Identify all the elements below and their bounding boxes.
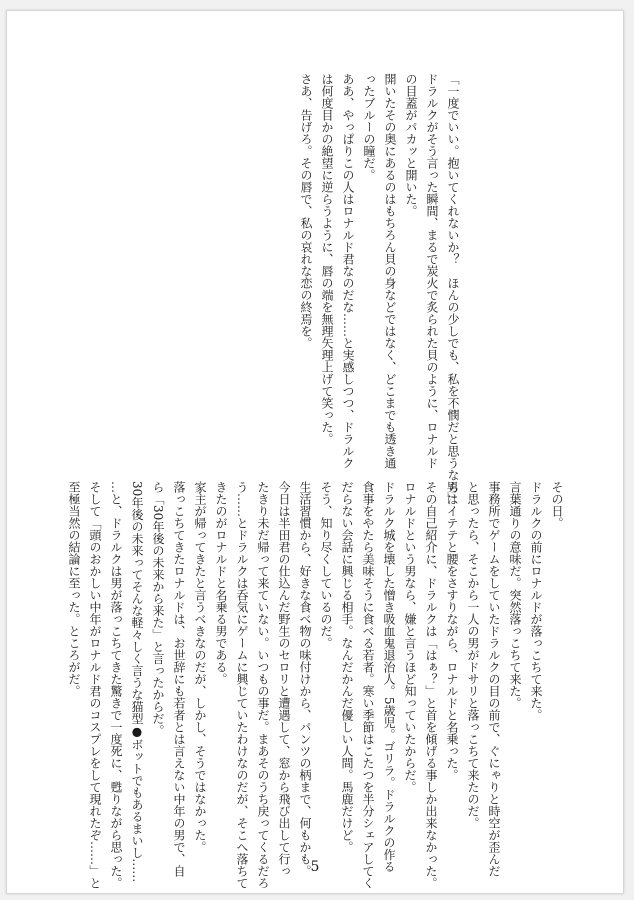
text-line: 「一度でいい。抱いてくれないか？ ほんの少しでも、私を不憫だと思うなら」 [446,73,460,505]
text-line: 家主が帰ってきたと言うべきなのだが、しかし、そうではなかった。 [193,481,207,853]
text-line: ら「30年後の未来から来た」と言ったからだ。 [151,481,165,737]
page-number: 5 [310,859,320,875]
text-line: ドラルクの前にロナルドが落っこちて来た。 [529,481,543,721]
text-line: …と、ドラルクは男が落っこちてきた驚きで一度死に、甦りながら思った。 [109,481,123,889]
text-line: さあ、告げろ。その唇で、私の哀れな恋の終焉を。 [299,73,313,349]
text-line: 生活習慣から、好きな食べ物の味付けから、パンツの柄まで、何もかも。 [298,481,312,877]
text-line: ロナルドという男なら、嫌と言うほど知っていたからだ。 [403,481,417,793]
text-line: 落っこちてきたロナルドは、お世辞にも若者とは言えない中年の男で、自 [172,481,186,877]
text-line: 男はイテテと腰をさすりながら、ロナルドと名乗った。 [445,481,459,781]
text-line: その日。 [550,481,564,529]
text-line: ったブルーの瞳だ。 [362,73,376,181]
text-line: だらない会話に興じる相手。なんだかんだ優しい人間。馬鹿だけど。 [340,481,354,853]
text-line: 至極当然の結論に至った。ところがだ。 [67,481,81,697]
text-line: 今日は半田君の仕込んだ野生のセロリと遭遇して、窓から飛び出して行っ [277,481,291,877]
text-line: う……とドラルクは呑気にゲームに興じていたわけなのだが、そこへ落ちて [235,481,249,889]
top-text-block [237,73,463,505]
text-line: そして「頭のおかしい中年がロナルド君のコスプレをして現れたぞ……」と [88,481,102,889]
text-line: 言葉通りの意味だ。突然落っこちて来た。 [508,481,522,709]
text-line: 食事をやたら美味そうに食べる若者。寒い季節はこたつを半分シェアしてく [361,481,375,889]
text-line: ああ、やっぱりこの人はロナルド君なのだな……と実感しつつ、ドラルク [341,73,355,469]
document-page [6,10,624,894]
text-line: 30年後の未来ってそんな軽々しく言うな猫型●ボットでもあるまいし…… [130,481,144,883]
text-line: ドラルクがそう言った瞬間、まるで炭火で炙られた貝のように、ロナルド [425,73,439,469]
text-line: その自己紹介に、ドラルクは「はぁ？」と首を傾げる事しか出来なかった。 [424,481,438,889]
text-line: と思ったら、そこから一人の男がドサリと落っこちて来たのだ。 [466,481,480,829]
text-line: 事務所でゲームをしていたドラルクの目の前で、ぐにゃりと時空が歪んだ [487,481,501,877]
text-line: きたのがロナルドと名乗る男である。 [214,481,228,685]
text-line: は何度目かの絶望に逆らうように、唇の端を無理矢理上げて笑った。 [320,73,334,445]
text-line: ドラルク城を壊した憎き吸血鬼退治人。5歳児。ゴリラ。ドラルクの作る [382,481,396,873]
bottom-text-block [67,481,567,889]
text-line: 開いたその奥にあるのはもちろん貝の身などではなく、どこまでも透き通 [383,73,397,469]
text-line: そう、知り尽くしているのだ。 [319,481,333,649]
text-line: たきり未だ帰って来ていない。いつもの事だ。まあそのうち戻ってくるだろ [256,481,270,889]
text-line: の目蓋がパカッと開いた。 [404,73,418,217]
